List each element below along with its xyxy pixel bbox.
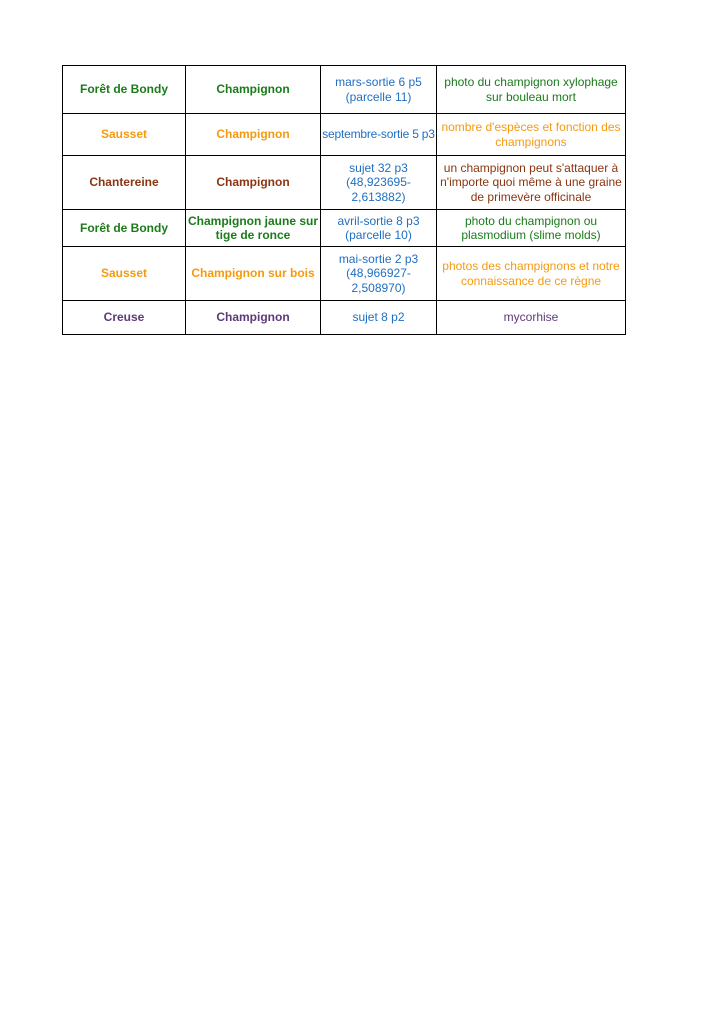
reference-line: 2,613882) [351, 189, 406, 204]
subject-text: Champignon [216, 175, 290, 190]
note-line: un champignon peut s'attaquer à [443, 160, 619, 175]
reference-line: avril-sortie 8 p3 [337, 213, 420, 228]
subject-text: Champignon [216, 310, 290, 325]
reference-line: septembre-sortie 5 p3 [322, 127, 435, 142]
reference-cell[interactable] [321, 114, 437, 156]
table-row [63, 66, 626, 114]
reference-cell[interactable] [321, 66, 437, 114]
reference-cell[interactable] [321, 156, 437, 210]
reference-line: sujet 8 p2 [352, 310, 405, 325]
note-line: de primevère officinale [470, 189, 592, 204]
note-line: photos des champignons et notre [442, 259, 620, 273]
reference-line: (48,966927- [346, 266, 411, 281]
subject-line: tige de ronce [215, 228, 291, 242]
spreadsheet-table [62, 65, 626, 335]
site-text: Chantereine [89, 175, 159, 190]
note-line: sur bouleau mort [485, 89, 577, 104]
reference-cell[interactable] [321, 210, 437, 247]
reference-line: (parcelle 11) [345, 89, 412, 104]
site-text: Sausset [100, 266, 148, 281]
note-line: plasmodium (slime molds) [461, 228, 601, 242]
site-cell[interactable] [63, 66, 186, 114]
site-text: Sausset [100, 127, 148, 142]
reference-cell[interactable] [321, 247, 437, 301]
reference-line: (48,923695- [346, 175, 411, 190]
note-line: photo du champignon xylophage [444, 75, 618, 89]
site-text: Forêt de Bondy [79, 82, 168, 97]
note-cell[interactable] [437, 114, 626, 156]
reference-line: sujet 32 p3 [349, 160, 408, 175]
subject-text: Champignon [216, 82, 290, 97]
note-line: n'importe quoi même à une graine [440, 175, 622, 190]
subject-cell[interactable] [186, 114, 321, 156]
note-cell[interactable] [437, 247, 626, 301]
site-cell[interactable] [63, 247, 186, 301]
reference-cell[interactable] [321, 301, 437, 335]
site-text: Forêt de Bondy [79, 220, 168, 235]
note-line: champignons [495, 134, 567, 149]
note-cell[interactable] [437, 210, 626, 247]
subject-cell[interactable] [186, 66, 321, 114]
note-cell[interactable] [437, 301, 626, 335]
note-cell[interactable] [437, 66, 626, 114]
site-cell[interactable] [63, 210, 186, 247]
site-text: Creuse [103, 310, 145, 325]
subject-text: Champignon sur bois [191, 266, 315, 281]
site-cell[interactable] [63, 301, 186, 335]
note-line: nombre d'espèces et fonction des [441, 120, 621, 134]
table-row [63, 247, 626, 301]
subject-cell[interactable] [186, 210, 321, 247]
subject-cell[interactable] [186, 301, 321, 335]
reference-line: 2,508970) [351, 280, 406, 295]
note-cell[interactable] [437, 156, 626, 210]
table-row [63, 114, 626, 156]
table-row [63, 301, 626, 335]
note-line: mycorhise [503, 310, 559, 325]
subject-cell[interactable] [186, 247, 321, 301]
reference-line: mars-sortie 6 p5 [335, 75, 422, 89]
subject-line: Champignon jaune sur [188, 213, 319, 228]
site-cell[interactable] [63, 156, 186, 210]
table-row [63, 156, 626, 210]
subject-text: Champignon [216, 127, 290, 142]
subject-cell[interactable] [186, 156, 321, 210]
reference-line: mai-sortie 2 p3 [338, 251, 419, 266]
note-line: photo du champignon ou [464, 213, 598, 228]
reference-line: (parcelle 10) [345, 228, 412, 242]
note-line: connaissance de ce règne [460, 273, 602, 288]
table-row [63, 210, 626, 247]
site-cell[interactable] [63, 114, 186, 156]
